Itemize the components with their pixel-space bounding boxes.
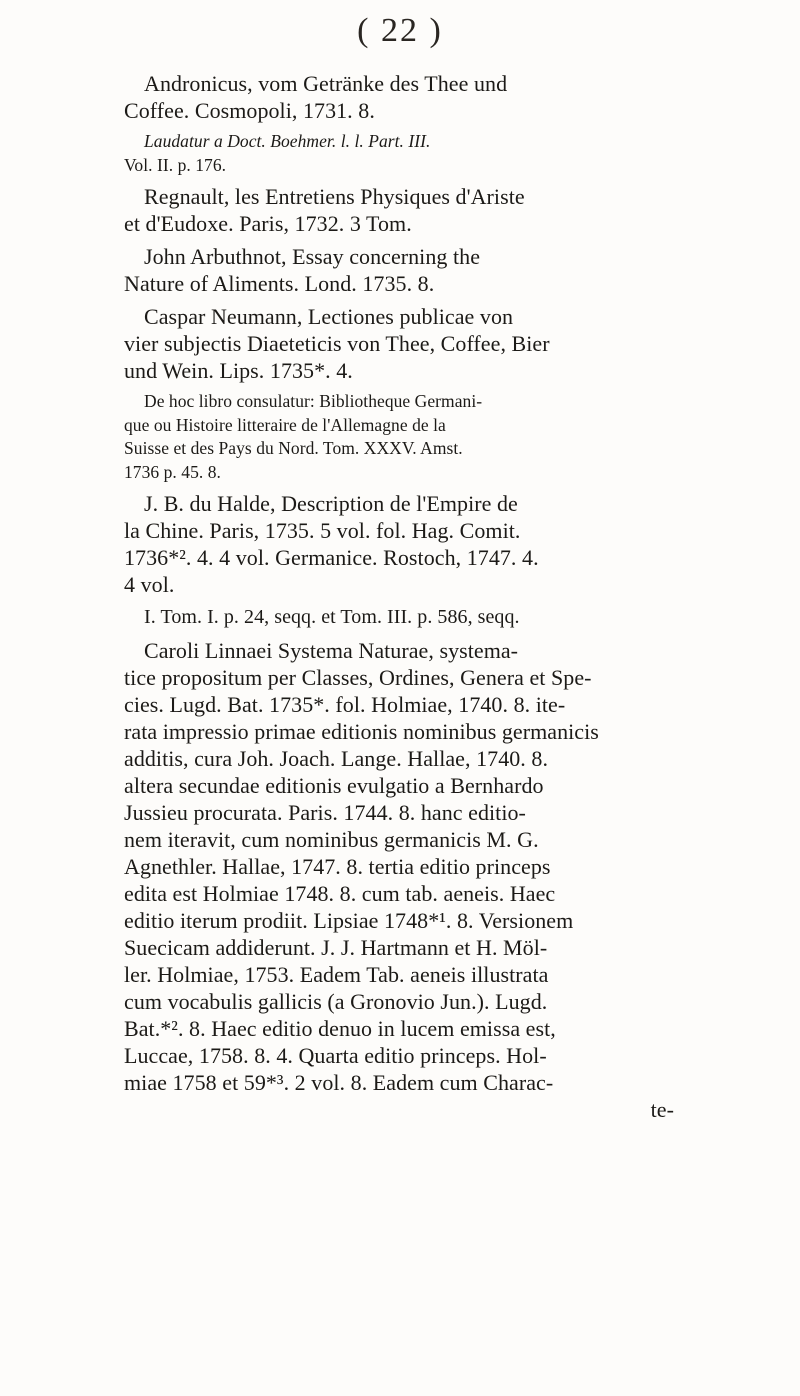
entry-linnaei: [124, 637, 680, 1096]
text-line: additis, cura Joh. Joach. Lange. Hallae, 1740. 8.: [124, 746, 548, 771]
text-line: John Arbuthnot, Essay concerning the: [144, 244, 481, 269]
entry-du-halde: [124, 490, 680, 598]
text-line: cum vocabulis gallicis (a Gronovio Jun.). Lugd.: [124, 989, 548, 1014]
text-line: edita est Holmiae 1748. 8. cum tab. aeneis. Haec: [124, 881, 556, 906]
text-line: editio iterum prodiit. Lipsiae 1748*¹. 8. Versionem: [124, 908, 574, 933]
text-line: vier subjectis Diaeteticis von Thee, Coffee, Bier: [124, 331, 550, 356]
text-line: altera secundae editionis evulgatio a Bernhardo: [124, 773, 544, 798]
entry-arbuthnot: [124, 243, 680, 297]
text-line: la Chine. Paris, 1735. 5 vol. fol. Hag. Comit.: [124, 518, 521, 543]
note-neumann: [124, 390, 680, 484]
text-line: Suecicam addiderunt. J. J. Hartmann et H. Möl-: [124, 935, 548, 960]
text-line: et d'Eudoxe. Paris, 1732. 3 Tom.: [124, 211, 412, 236]
entry-neumann: [124, 303, 680, 384]
note-line: que ou Histoire litteraire de l'Allemagne de la: [124, 414, 446, 435]
text-line: Andronicus, vom Getränke des Thee und: [144, 71, 508, 96]
text-line: ler. Holmiae, 1753. Eadem Tab. aeneis illustrata: [124, 962, 549, 987]
note-andronicus: [124, 130, 680, 177]
note-line: Vol. II. p. 176.: [124, 154, 227, 175]
text-line: nem iteravit, cum nominibus germanicis M. G.: [124, 827, 539, 852]
text-line: Agnethler. Hallae, 1747. 8. tertia editio princeps: [124, 854, 551, 879]
page-body: [124, 70, 680, 1123]
note-line: Laudatur a Doct. Boehmer. l. l. Part. III.: [144, 131, 431, 151]
text-line: 1736*². 4. 4 vol. Germanice. Rostoch, 1747. 4.: [124, 545, 539, 570]
text-line: miae 1758 et 59*³. 2 vol. 8. Eadem cum Charac-: [124, 1070, 554, 1095]
text-line: Luccae, 1758. 8. 4. Quarta editio princeps. Hol-: [124, 1043, 547, 1068]
text-line: cies. Lugd. Bat. 1735*. fol. Holmiae, 1740. 8. ite-: [124, 692, 566, 717]
text-line: 4 vol.: [124, 572, 175, 597]
note-line: Suisse et des Pays du Nord. Tom. XXXV. Amst.: [124, 438, 463, 458]
text-line: und Wein. Lips. 1735*. 4.: [124, 358, 353, 383]
text-line: Jussieu procurata. Paris. 1744. 8. hanc editio-: [124, 800, 526, 825]
text-line: rata impressio primae editionis nominibus germanicis: [124, 719, 599, 744]
text-line: tice propositum per Classes, Ordines, Genera et Spe-: [124, 665, 592, 690]
text-line: I. Tom. I. p. 24, seqq. et Tom. III. p. 586, seqq.: [144, 606, 520, 628]
catchword: te-: [650, 1097, 674, 1122]
text-line: Nature of Aliments. Lond. 1735. 8.: [124, 271, 435, 296]
note-line: De hoc libro consulatur: Bibliotheque Germani-: [144, 391, 483, 411]
text-line: Bat.*². 8. Haec editio denuo in lucem emissa est,: [124, 1016, 556, 1041]
entry-andronicus: [124, 70, 680, 124]
text-line: Regnault, les Entretiens Physiques d'Ariste: [144, 184, 525, 209]
text-line: Caspar Neumann, Lectiones publicae von: [144, 304, 514, 329]
text-line: J. B. du Halde, Description de l'Empire de: [144, 491, 518, 516]
text-line: Caroli Linnaei Systema Naturae, systema-: [144, 638, 519, 663]
ref-du-halde: [124, 604, 680, 631]
note-line: 1736 p. 45. 8.: [124, 461, 221, 482]
entry-regnault: [124, 183, 680, 237]
text-line: Coffee. Cosmopoli, 1731. 8.: [124, 98, 375, 123]
page-number: ( 22 ): [357, 12, 443, 49]
